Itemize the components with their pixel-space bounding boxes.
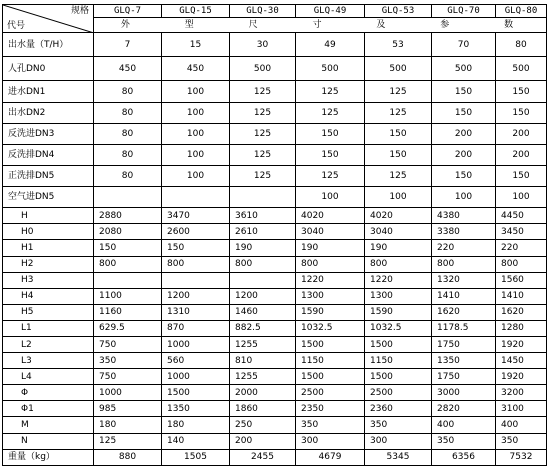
table-cell: 880 <box>94 449 162 465</box>
table-cell: 4020 <box>365 208 432 224</box>
table-cell: 3000 <box>432 385 496 401</box>
table-cell: 200 <box>432 144 496 165</box>
table-cell: 450 <box>162 57 230 81</box>
table-cell: 180 <box>94 417 162 433</box>
row-label: Φ1 <box>3 401 94 417</box>
table-cell: 200 <box>432 123 496 144</box>
table-row <box>3 144 547 165</box>
model-header: GLQ-15 <box>162 5 230 18</box>
table-cell: 7532 <box>496 449 547 465</box>
row-label: 正洗排DN5 <box>3 165 94 186</box>
table-cell: 2600 <box>162 224 230 240</box>
model-header: GLQ-49 <box>296 5 365 18</box>
table-row <box>3 369 547 385</box>
table-cell: 1560 <box>496 272 547 288</box>
table-cell: 800 <box>365 256 432 272</box>
table-cell: 125 <box>296 81 365 102</box>
table-cell: 80 <box>94 102 162 123</box>
table-cell: 150 <box>365 123 432 144</box>
table-cell: 750 <box>94 336 162 352</box>
table-cell: 1620 <box>496 304 547 320</box>
row-label: N <box>3 433 94 449</box>
table-cell: 1032.5 <box>296 320 365 336</box>
table-row <box>3 224 547 240</box>
table-cell <box>230 187 296 208</box>
table-cell: 80 <box>94 144 162 165</box>
table-cell: 1750 <box>432 369 496 385</box>
table-cell: 100 <box>365 187 432 208</box>
table-cell: 3040 <box>365 224 432 240</box>
table-cell: 30 <box>230 33 296 57</box>
row-label: 进水DN1 <box>3 81 94 102</box>
table-cell: 1450 <box>496 353 547 369</box>
table-cell: 1300 <box>296 288 365 304</box>
dims-header: 外 型 尺 寸 及 参 数 <box>94 18 547 33</box>
table-cell: 2350 <box>296 401 365 417</box>
table-row <box>3 81 547 102</box>
table-cell: 1220 <box>365 272 432 288</box>
table-row <box>3 288 547 304</box>
table-cell: 1255 <box>230 369 296 385</box>
table-cell: 2820 <box>432 401 496 417</box>
row-label: L3 <box>3 353 94 369</box>
table-cell: 800 <box>162 256 230 272</box>
table-cell: 150 <box>162 240 230 256</box>
model-header: GLQ-30 <box>230 5 296 18</box>
table-row <box>3 187 547 208</box>
corner-bottom-label: 代号 <box>7 21 26 32</box>
table-cell: 1500 <box>365 336 432 352</box>
table-cell: 1590 <box>365 304 432 320</box>
table-row <box>3 449 547 465</box>
table-cell: 15 <box>162 33 230 57</box>
table-cell: 7 <box>94 33 162 57</box>
table-cell: 1000 <box>94 385 162 401</box>
table-cell: 125 <box>230 165 296 186</box>
table-cell: 49 <box>296 33 365 57</box>
table-cell: 1160 <box>94 304 162 320</box>
table-cell: 4679 <box>296 449 365 465</box>
table-cell: 125 <box>365 165 432 186</box>
table-cell: 1500 <box>296 369 365 385</box>
table-cell: 810 <box>230 353 296 369</box>
table-cell: 80 <box>94 81 162 102</box>
table-cell: 100 <box>432 187 496 208</box>
corner-cell <box>3 5 94 33</box>
table-cell: 1860 <box>230 401 296 417</box>
table-cell: 750 <box>94 369 162 385</box>
table-cell: 125 <box>230 81 296 102</box>
table-cell: 1220 <box>296 272 365 288</box>
row-label: L1 <box>3 320 94 336</box>
table-cell: 1178.5 <box>432 320 496 336</box>
table-cell: 3470 <box>162 208 230 224</box>
table-cell: 629.5 <box>94 320 162 336</box>
table-cell: 150 <box>296 123 365 144</box>
table-row <box>3 33 547 57</box>
table-cell: 1750 <box>432 336 496 352</box>
table-cell: 180 <box>162 417 230 433</box>
row-label: 反洗排DN4 <box>3 144 94 165</box>
spec-table <box>2 4 547 466</box>
table-cell: 350 <box>94 353 162 369</box>
table-cell: 150 <box>296 144 365 165</box>
table-cell: 1500 <box>365 369 432 385</box>
table-cell: 6356 <box>432 449 496 465</box>
table-cell: 2500 <box>296 385 365 401</box>
table-cell: 1150 <box>296 353 365 369</box>
table-cell: 1500 <box>162 385 230 401</box>
table-cell: 800 <box>496 256 547 272</box>
table-row <box>3 256 547 272</box>
table-cell: 3380 <box>432 224 496 240</box>
row-label: 反洗进DN3 <box>3 123 94 144</box>
row-label: Φ <box>3 385 94 401</box>
model-header: GLQ-70 <box>432 5 496 18</box>
table-row <box>3 336 547 352</box>
row-label: 出水DN2 <box>3 102 94 123</box>
table-cell: 250 <box>230 417 296 433</box>
table-cell: 2455 <box>230 449 296 465</box>
table-cell: 150 <box>432 165 496 186</box>
table-cell: 800 <box>296 256 365 272</box>
table-cell: 800 <box>230 256 296 272</box>
model-header: GLQ-80 <box>496 5 547 18</box>
table-cell: 2880 <box>94 208 162 224</box>
table-cell: 100 <box>296 187 365 208</box>
table-cell: 100 <box>496 187 547 208</box>
table-cell: 140 <box>162 433 230 449</box>
table-cell: 870 <box>162 320 230 336</box>
table-cell: 200 <box>230 433 296 449</box>
table-cell <box>162 187 230 208</box>
row-label: H1 <box>3 240 94 256</box>
table-cell: 125 <box>230 102 296 123</box>
table-cell: 190 <box>230 240 296 256</box>
table-cell: 500 <box>365 57 432 81</box>
table-cell: 1920 <box>496 369 547 385</box>
table-cell: 2000 <box>230 385 296 401</box>
table-cell <box>94 272 162 288</box>
row-label: H0 <box>3 224 94 240</box>
table-cell: 220 <box>432 240 496 256</box>
table-cell: 500 <box>230 57 296 81</box>
table-cell: 2500 <box>365 385 432 401</box>
table-cell: 125 <box>230 123 296 144</box>
table-cell: 1000 <box>162 336 230 352</box>
table-cell: 1032.5 <box>365 320 432 336</box>
table-cell: 3200 <box>496 385 547 401</box>
table-cell: 1000 <box>162 369 230 385</box>
table-cell: 1200 <box>162 288 230 304</box>
table-row <box>3 165 547 186</box>
table-cell: 1460 <box>230 304 296 320</box>
table-cell: 70 <box>432 33 496 57</box>
table-cell: 80 <box>496 33 547 57</box>
table-cell: 100 <box>162 123 230 144</box>
table-cell: 4450 <box>496 208 547 224</box>
table-cell <box>94 187 162 208</box>
table-cell: 300 <box>296 433 365 449</box>
table-cell: 1410 <box>432 288 496 304</box>
table-cell: 1620 <box>432 304 496 320</box>
table-cell: 1590 <box>296 304 365 320</box>
table-cell: 1350 <box>432 353 496 369</box>
table-cell: 190 <box>365 240 432 256</box>
table-cell <box>230 272 296 288</box>
table-cell: 1310 <box>162 304 230 320</box>
row-label: L2 <box>3 336 94 352</box>
corner-top-label: 规格 <box>70 6 89 16</box>
table-cell: 1920 <box>496 336 547 352</box>
table-cell: 200 <box>496 144 547 165</box>
table-cell: 1320 <box>432 272 496 288</box>
table-cell <box>162 272 230 288</box>
row-label: H5 <box>3 304 94 320</box>
table-row <box>3 353 547 369</box>
table-cell: 800 <box>94 256 162 272</box>
table-cell: 300 <box>365 433 432 449</box>
row-label: H3 <box>3 272 94 288</box>
table-cell: 80 <box>94 123 162 144</box>
table-cell: 125 <box>230 144 296 165</box>
table-cell: 882.5 <box>230 320 296 336</box>
table-cell: 125 <box>365 81 432 102</box>
table-cell: 1410 <box>496 288 547 304</box>
table-cell: 4380 <box>432 208 496 224</box>
table-row <box>3 320 547 336</box>
table-cell: 1200 <box>230 288 296 304</box>
table-cell: 350 <box>496 433 547 449</box>
table-row <box>3 385 547 401</box>
table-row <box>3 102 547 123</box>
table-cell: 350 <box>432 433 496 449</box>
table-cell: 150 <box>432 102 496 123</box>
model-header: GLQ-7 <box>94 5 162 18</box>
table-cell: 100 <box>162 81 230 102</box>
table-cell: 500 <box>296 57 365 81</box>
table-cell: 1505 <box>162 449 230 465</box>
table-cell: 150 <box>496 102 547 123</box>
table-row <box>3 57 547 81</box>
table-cell: 200 <box>496 123 547 144</box>
table-row <box>3 240 547 256</box>
table-cell: 125 <box>296 102 365 123</box>
row-label: H2 <box>3 256 94 272</box>
table-cell: 2080 <box>94 224 162 240</box>
table-cell: 450 <box>94 57 162 81</box>
row-label: 空气进DN5 <box>3 187 94 208</box>
row-label: 重量（kg） <box>3 449 94 465</box>
table-cell: 500 <box>496 57 547 81</box>
table-cell: 800 <box>432 256 496 272</box>
table-cell: 3040 <box>296 224 365 240</box>
table-cell: 985 <box>94 401 162 417</box>
table-row <box>3 433 547 449</box>
table-cell: 1500 <box>296 336 365 352</box>
table-cell: 5345 <box>365 449 432 465</box>
table-cell: 125 <box>94 433 162 449</box>
table-row <box>3 208 547 224</box>
table-cell: 220 <box>496 240 547 256</box>
table-cell: 1280 <box>496 320 547 336</box>
table-cell: 150 <box>496 81 547 102</box>
table-cell: 350 <box>365 417 432 433</box>
table-cell: 560 <box>162 353 230 369</box>
table-cell: 3450 <box>496 224 547 240</box>
table-cell: 400 <box>432 417 496 433</box>
table-cell: 2610 <box>230 224 296 240</box>
row-label: M <box>3 417 94 433</box>
table-cell: 3610 <box>230 208 296 224</box>
table-cell: 400 <box>496 417 547 433</box>
table-cell: 150 <box>94 240 162 256</box>
table-cell: 500 <box>432 57 496 81</box>
row-label: 人孔DN0 <box>3 57 94 81</box>
row-label: H4 <box>3 288 94 304</box>
table-cell: 350 <box>296 417 365 433</box>
table-cell: 1350 <box>162 401 230 417</box>
row-label: L4 <box>3 369 94 385</box>
row-label: 出水量（T/H） <box>3 33 94 57</box>
table-cell: 150 <box>365 144 432 165</box>
table-cell: 190 <box>296 240 365 256</box>
table-cell: 125 <box>296 165 365 186</box>
table-row <box>3 417 547 433</box>
row-label: H <box>3 208 94 224</box>
table-cell: 150 <box>432 81 496 102</box>
table-cell: 80 <box>94 165 162 186</box>
table-cell: 53 <box>365 33 432 57</box>
table-row <box>3 304 547 320</box>
table-cell: 100 <box>162 102 230 123</box>
table-row <box>3 272 547 288</box>
model-header: GLQ-53 <box>365 5 432 18</box>
table-cell: 1255 <box>230 336 296 352</box>
table-cell: 3100 <box>496 401 547 417</box>
table-cell: 100 <box>162 144 230 165</box>
table-cell: 4020 <box>296 208 365 224</box>
table-row <box>3 401 547 417</box>
table-cell: 125 <box>365 102 432 123</box>
table-cell: 1150 <box>365 353 432 369</box>
table-row <box>3 123 547 144</box>
table-cell: 1100 <box>94 288 162 304</box>
table-cell: 2360 <box>365 401 432 417</box>
table-cell: 1300 <box>365 288 432 304</box>
header-row <box>3 5 547 18</box>
table-cell: 150 <box>496 165 547 186</box>
table-cell: 100 <box>162 165 230 186</box>
